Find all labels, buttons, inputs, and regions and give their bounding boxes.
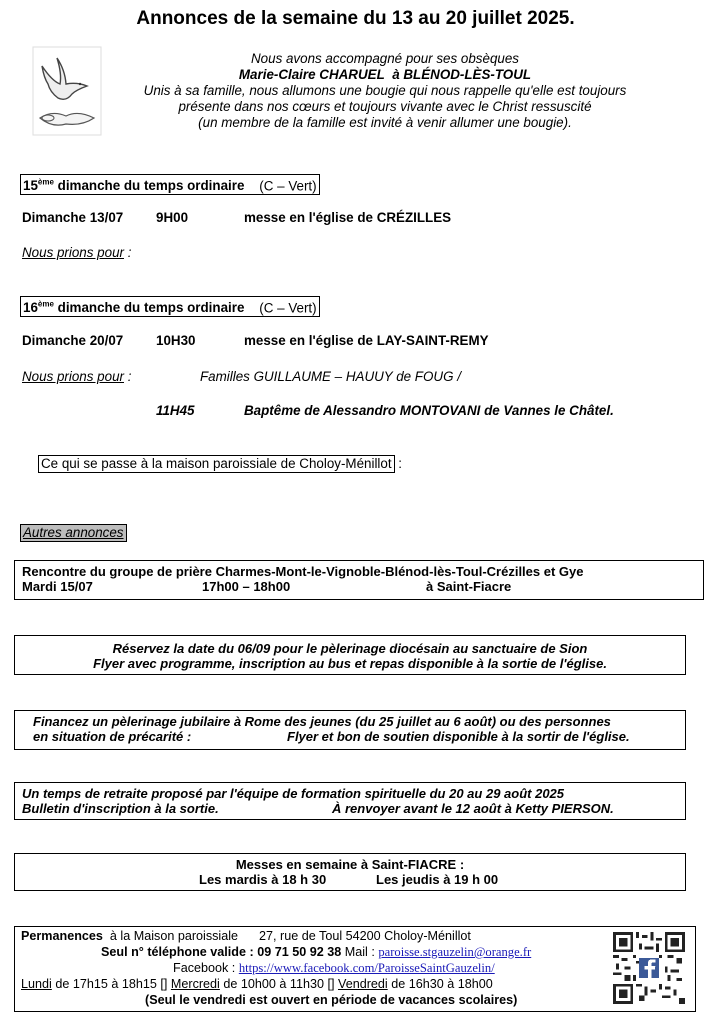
- maison-colon: :: [394, 456, 403, 471]
- mercredi-label: Mercredi: [170, 977, 220, 991]
- mail-link[interactable]: paroisse.stgauzelin@orange.fr: [378, 945, 532, 959]
- obituary-place: à BLÉNOD-LÈS-TOUL: [392, 67, 532, 82]
- sunday1-mass: messe en l'église de CRÉZILLES: [244, 210, 452, 225]
- sunday1-season: (C – Vert): [259, 178, 317, 194]
- rome-line1: Financez un pèlerinage jubilaire à Rome des jeunes (du 25 juillet au 6 août) ou des personnes: [33, 714, 611, 729]
- sunday2-mass: messe en l'église de LAY-SAINT-REMY: [244, 333, 489, 348]
- vendredi-hours: de 16h30 à 18h00: [387, 977, 493, 991]
- messes-thursday: Les jeudis à 19 h 00: [376, 872, 499, 887]
- messes-box: [14, 853, 686, 891]
- rome-line2: [33, 729, 685, 744]
- mercredi-hours: de 10h00 à 11h30 []: [219, 977, 338, 991]
- sunday1-pray-label: Nous prions pour: [22, 245, 124, 260]
- obituary-name: Marie-Claire CHARUEL: [238, 67, 385, 82]
- sunday1-ordinal: 15: [23, 178, 38, 194]
- obituary-text-3: (un membre de la famille est invité à venir allumer une bougie).: [198, 115, 572, 130]
- sunday2-pray-colon: :: [123, 369, 132, 384]
- lundi-label: Lundi: [21, 977, 52, 991]
- sunday1-pray: [22, 245, 131, 260]
- sunday2-time: 10H30: [156, 333, 196, 348]
- prayer-group-title: Rencontre du groupe de prière Charmes-Mont-le-Vignoble-Blénod-lès-Toul-Crézilles et Gye: [22, 564, 584, 579]
- sunday2-pray-text: Familles GUILLAUME – HAUUY de FOUG /: [200, 369, 461, 384]
- autres-annonces-heading: [20, 524, 127, 542]
- sion-line2: Flyer avec programme, inscription au bus et repas disponible à la sortie de l'église.: [93, 656, 607, 671]
- sunday1-time: 9H00: [156, 210, 189, 225]
- permanences-box: [14, 926, 696, 1012]
- obituary-block: [100, 51, 670, 131]
- retraite-line1: Un temps de retraite proposé par l'équipe de formation spirituelle du 20 au 29 août 2025: [22, 786, 565, 801]
- vendredi-label: Vendredi: [337, 977, 388, 991]
- sunday2-pray-label: Nous prions pour: [22, 369, 124, 384]
- permanences-hours: [21, 977, 493, 993]
- obituary-text-2: présente dans nos cœurs et toujours vivante avec le Christ ressuscité: [178, 99, 592, 114]
- sunday2-heading: [20, 296, 320, 317]
- permanences-line3: [173, 961, 495, 977]
- maison-line: [38, 455, 402, 473]
- rome-line2a: en situation de précarité :: [33, 729, 192, 744]
- messes-times: [15, 872, 685, 887]
- qr-code-icon[interactable]: [613, 932, 685, 1004]
- phone-number: 09 71 50 92 38: [257, 945, 342, 959]
- prayer-group-details: [22, 579, 703, 594]
- sunday1-day: Dimanche 13/07: [22, 210, 124, 225]
- retraite-line2a: Bulletin d'inscription à la sortie.: [22, 801, 219, 816]
- mail-label: Mail :: [341, 945, 379, 959]
- permanences-address: 27, rue de Toul 54200 Choloy-Ménillot: [259, 929, 471, 943]
- sion-box: [14, 635, 686, 675]
- permanences-label: Permanences: [21, 929, 103, 943]
- sion-line1: Réservez la date du 06/09 pour le pèlerinage diocésain au sanctuaire de Sion: [112, 641, 588, 656]
- sunday2-day: Dimanche 20/07: [22, 333, 124, 348]
- rome-line2b: Flyer et bon de soutien disponible à la sortir de l'église.: [287, 729, 630, 744]
- phone-label: Seul n° téléphone valide :: [101, 945, 258, 959]
- retraite-line2b: À renvoyer avant le 12 août à Ketty PIERSON.: [332, 801, 614, 816]
- prayer-group-place: à Saint-Fiacre: [426, 579, 512, 594]
- lundi-hours: de 17h15 à 18h15 []: [51, 977, 171, 991]
- sunday2-pray: [22, 369, 131, 384]
- retraite-line2: [22, 801, 685, 816]
- sunday2-heading-text: dimanche du temps ordinaire: [53, 300, 245, 316]
- sunday1-pray-colon: :: [123, 245, 132, 260]
- sunday2-season: (C – Vert): [259, 300, 317, 316]
- baptism-text: Baptême de Alessandro MONTOVANI de Vannes le Châtel.: [244, 403, 614, 418]
- permanences-note: (Seul le vendredi est ouvert en période de vacances scolaires): [145, 993, 518, 1007]
- rome-box: [14, 710, 686, 750]
- baptism-time: 11H45: [156, 403, 195, 418]
- permanences-line1: [21, 929, 471, 945]
- maison-label: Ce qui se passe à la maison paroissiale de Choloy-Ménillot: [38, 455, 395, 473]
- messes-title: Messes en semaine à Saint-FIACRE :: [235, 857, 465, 872]
- obituary-text-1: Unis à sa famille, nous allumons une bougie qui nous rappelle qu'elle est toujours: [143, 83, 627, 98]
- prayer-group-box: [14, 560, 704, 600]
- retraite-box: [14, 782, 686, 820]
- sunday1-ordinal-sup: ème: [37, 178, 54, 187]
- sunday1-heading: [20, 174, 320, 195]
- sunday1-heading-text: dimanche du temps ordinaire: [53, 178, 245, 194]
- prayer-group-day: Mardi 15/07: [22, 579, 93, 594]
- prayer-group-hours: 17h00 – 18h00: [202, 579, 291, 594]
- dove-logo: [32, 46, 102, 136]
- facebook-link[interactable]: https://www.facebook.com/ParoisseSaintGauzelin/: [238, 961, 495, 975]
- sunday2-ordinal-sup: ème: [37, 300, 54, 309]
- obituary-name-line: [100, 67, 670, 83]
- sunday2-ordinal: 16: [23, 300, 38, 316]
- obituary-intro: Nous avons accompagné pour ses obsèques: [251, 51, 519, 66]
- permanences-line2: [101, 945, 531, 961]
- autres-annonces-label: Autres annonces: [23, 525, 124, 540]
- messes-tuesday: Les mardis à 18 h 30: [199, 872, 327, 887]
- facebook-label: Facebook :: [173, 961, 239, 975]
- permanences-place: à la Maison paroissiale: [109, 929, 239, 943]
- page-title: Annonces de la semaine du 13 au 20 juillet 2025.: [136, 8, 575, 29]
